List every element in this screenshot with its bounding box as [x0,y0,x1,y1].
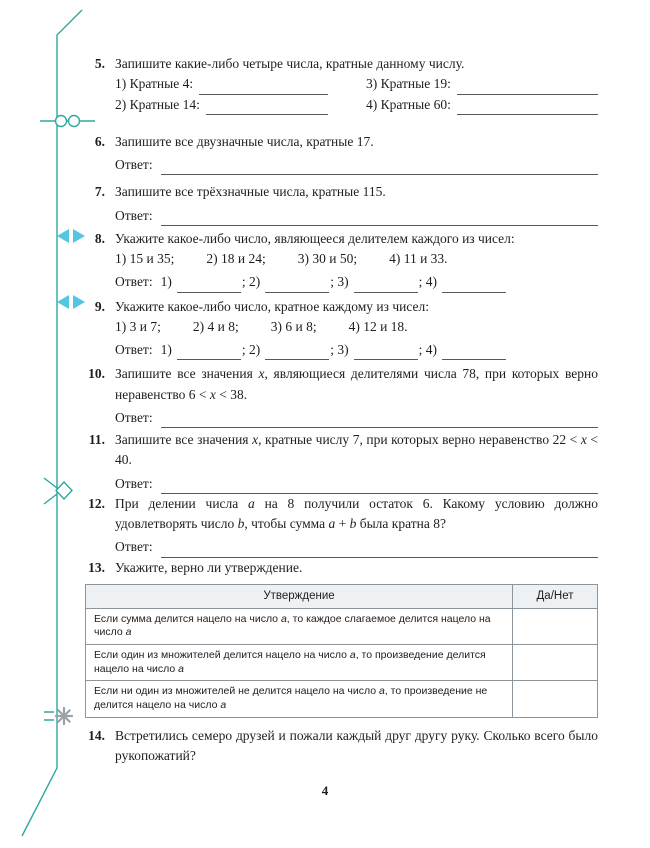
text-fragment: , то каждое слагаемое делится нацело на число [94,612,491,639]
answer-item-label: ; 3) [330,342,349,357]
answer-blank [354,359,418,360]
item-label: 3) Кратные 19: [366,76,451,92]
answer-item [115,95,328,115]
exercises-column [88,54,598,766]
answer-item-label: ; 4) [418,342,437,357]
variants-row [115,249,598,269]
answer-blank [442,292,506,293]
exercise-7 [94,182,598,226]
math-var: a [178,662,185,675]
text-fragment: При делении числа [115,495,249,511]
exercise-number: 9. [94,298,105,314]
table-header-row [86,584,598,608]
text-fragment: < 40. [115,432,598,468]
exercise-text: Встретились семеро друзей и пожали каждый друг другу руку. Сколько всего было рукопожатий? [115,727,598,763]
exercise-number: 11. [88,432,105,447]
exercise-number: 8. [94,230,105,246]
answer-blank [265,359,329,360]
diamond-icon [44,478,72,504]
exercise-text: Запишите все двузначные числа, кратные 17. [115,133,374,149]
exercise-14 [88,726,598,767]
answer-item [115,74,328,94]
exercise-6 [94,132,598,176]
answer-row [115,408,598,428]
table-header-yesno: Да/Нет [513,584,598,608]
text-fragment: < 38. [215,386,248,402]
answer-item [366,74,598,94]
answer-item-label: 1) [160,274,172,290]
exercise-number: 5. [94,56,105,71]
variant: 3) 6 и 8; [270,318,317,334]
answer-item-label: ; 4) [418,274,437,290]
math-var: a [378,685,385,698]
answer-blank [177,292,241,293]
item-label: 4) Кратные 60: [366,96,451,112]
answer-item-label: ; 2) [241,342,261,357]
chain-icon [40,116,95,127]
exercise-number: 10. [88,366,105,382]
answer-blank [206,114,328,115]
answer-blank [177,359,241,360]
exercise-11 [88,430,598,494]
math-var: b [237,516,245,531]
exercise-9 [94,297,598,361]
exercise-text [115,494,598,535]
math-var: x [258,366,265,382]
math-var: a [328,516,336,531]
math-var: x [580,432,587,447]
text-fragment: , чтобы сумма [244,516,329,531]
variant: 1) 3 и 7; [115,318,161,334]
text-fragment: Запишите все значения [115,366,259,382]
exercise-number: 14. [88,727,105,743]
text-fragment: , то произведение делится нацело на число [94,648,486,675]
exercise-text [115,364,598,405]
answer-row [115,340,598,360]
answer-blank [161,174,598,175]
statement-cell [86,608,513,644]
variant: 2) 4 и 8; [192,318,239,334]
exercise-text: Укажите, верно ли утверждение. [115,559,303,575]
exercise-number: 7. [94,184,105,200]
text-fragment: была кратна 8? [356,516,446,531]
math-var: a [248,495,255,511]
table-row [86,608,598,644]
answer-item-label: 1) [160,342,172,357]
exercise-10 [88,364,598,428]
asterisk-icon [44,708,72,724]
text-fragment: , кратные числу 7, при которых верно неравенство 22 < [258,432,581,447]
exercise-text: Запишите все трёхзначные числа, кратные 115. [115,184,386,200]
answer-row [115,474,598,494]
answer-item-label: ; 2) [241,274,261,290]
text-fragment: , являющиеся делителями числа 78, при которых верно неравенство 6 < [115,366,598,402]
variant: 4) 11 и 33. [389,251,448,266]
text-fragment: на 8 получили остаток 6. Какому условию должно удовлетворять число [115,495,598,531]
math-var: a [125,626,132,639]
answer-label: Ответ: [115,207,153,223]
answer-blank [161,427,598,428]
exercise-number: 13. [88,559,105,575]
answer-label: Ответ: [115,157,153,172]
variant: 4) 12 и 18. [348,318,408,334]
variants-row [115,317,598,337]
answer-row [115,272,598,292]
math-var: a [280,612,287,625]
answer-items [115,74,598,115]
statements-table [85,584,598,718]
answer-row [115,155,598,175]
text-fragment: + [335,516,350,531]
variant: 3) 30 и 50; [297,251,358,266]
variant: 2) 18 и 24; [206,251,266,266]
exercise-number: 12. [88,495,105,511]
table-row [86,681,598,717]
answer-cell [513,644,598,680]
exercise-8 [94,229,598,293]
exercise-5 [94,54,598,115]
answer-cell [513,608,598,644]
answer-item-label: ; 3) [330,274,349,290]
answer-blank [457,114,598,115]
item-label: 2) Кратные 14: [115,96,200,112]
exercise-13 [88,558,598,718]
answer-cell [513,681,598,717]
exercise-text: Укажите какое-либо число, являющееся делителем каждого из чисел: [115,230,515,246]
answer-label: Ответ: [115,475,153,491]
answer-label: Ответ: [115,539,153,555]
math-var: a [349,648,356,661]
table-header-statement: Утверждение [86,584,513,608]
text-fragment: Запишите все значения [115,432,253,447]
exercise-number: 6. [94,133,105,149]
answer-blank [442,359,506,360]
answer-blank [265,292,329,293]
text-fragment: Если один из множителей делится нацело на число [94,648,350,661]
math-var: a [220,698,227,711]
answer-label: Ответ: [115,274,153,290]
math-var: x [209,386,216,402]
statement-cell [86,681,513,717]
math-var: b [349,516,357,531]
answer-label: Ответ: [115,409,153,425]
statement-cell [86,644,513,680]
exercise-text [115,430,598,471]
math-var: x [252,432,259,447]
exercise-text: Запишите какие-либо четыре числа, кратные данному числу. [115,56,465,71]
text-fragment: Если сумма делится нацело на число [94,612,281,625]
answer-row [115,537,598,557]
variant: 1) 15 и 35; [115,251,175,266]
answer-row [115,206,598,226]
answer-item [366,95,598,115]
table-row [86,644,598,680]
text-fragment: Если ни один из множителей не делится нацело на число [94,685,379,698]
answer-label: Ответ: [115,342,153,357]
exercise-text: Укажите какое-либо число, кратное каждому из чисел: [115,298,430,314]
answer-blank [161,225,598,226]
text-fragment: , то произведение не делится нацело на число [94,685,488,711]
answer-blank [354,292,418,293]
page-number: 4 [321,783,329,798]
item-label: 1) Кратные 4: [115,76,194,92]
exercise-12 [88,494,598,558]
